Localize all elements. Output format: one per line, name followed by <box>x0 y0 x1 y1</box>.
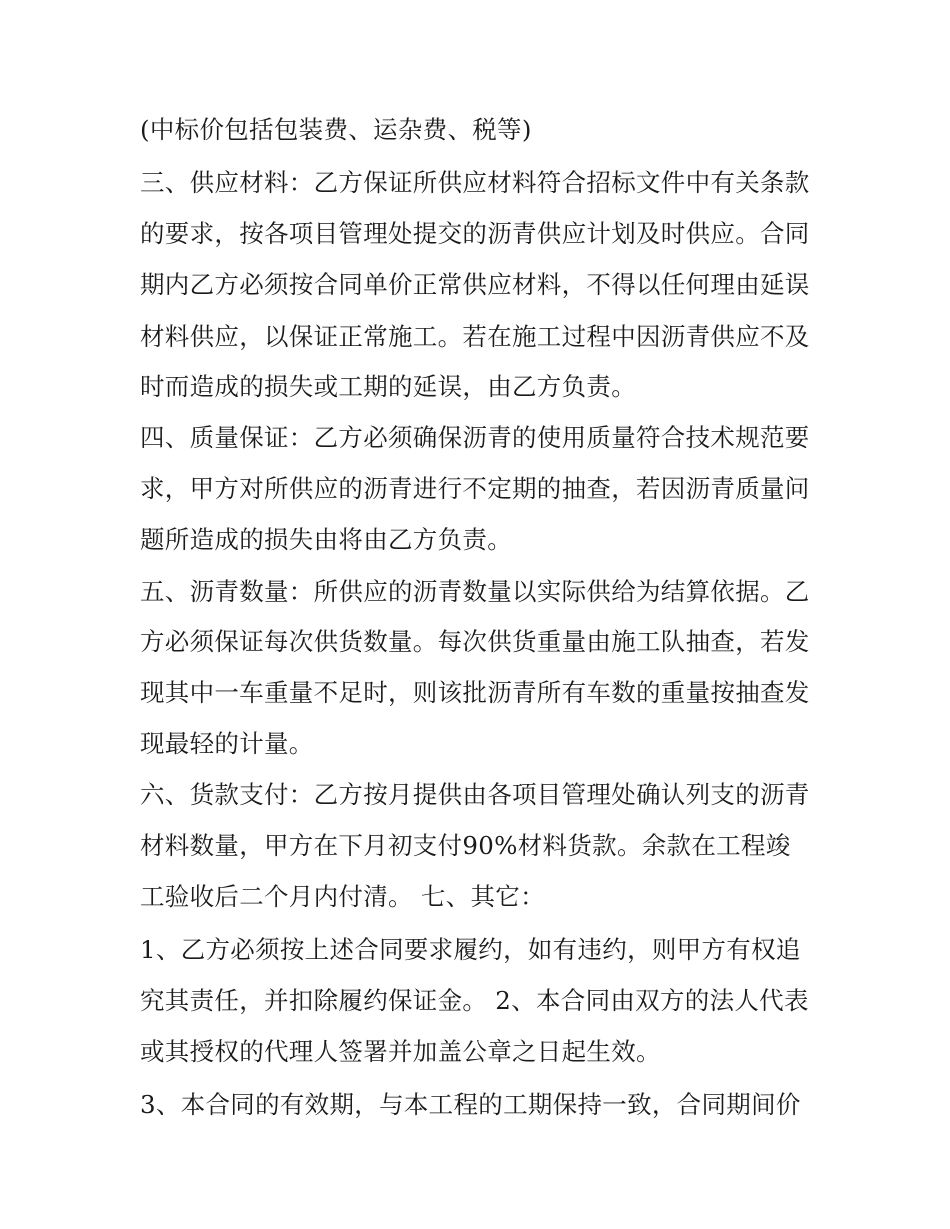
text-line: 现最轻的计量。 <box>140 729 314 758</box>
text-line: 求，甲方对所供应的沥青进行不定期的抽查，若因沥青质量问 <box>140 474 810 503</box>
text-line: 材料数量，甲方在下月初支付90%材料货款。余款在工程竣 <box>140 831 791 860</box>
text-line: 3、本合同的有效期，与本工程的工期保持一致，合同期间价 <box>140 1090 801 1119</box>
text-line: 工验收后二个月内付清。 七、其它： <box>140 882 545 911</box>
text-line: 的要求，按各项目管理处提交的沥青供应计划及时供应。合同 <box>140 219 810 248</box>
text-line: 或其授权的代理人签署并加盖公章之日起生效。 <box>140 1037 661 1066</box>
text-line: 题所造成的损失由将由乙方负责。 <box>140 525 512 554</box>
text-line: 现其中一车重量不足时，则该批沥青所有车数的重量按抽查发 <box>140 678 810 707</box>
text-line: 材料供应，以保证正常施工。若在施工过程中因沥青供应不及 <box>140 322 810 351</box>
text-line: 究其责任，并扣除履约保证金。 2、本合同由双方的法人代表 <box>140 986 809 1015</box>
text-line: (中标价包括包装费、运杂费、税等) <box>140 115 532 144</box>
text-line: 四、质量保证：乙方必须确保沥青的使用质量符合技术规范要 <box>140 423 810 452</box>
text-line: 方必须保证每次供货数量。每次供货重量由施工队抽查，若发 <box>140 627 810 656</box>
text-line: 1、乙方必须按上述合同要求履约，如有违约，则甲方有权追 <box>140 935 801 964</box>
text-line: 时而造成的损失或工期的延误，由乙方负责。 <box>140 372 636 401</box>
text-line: 三、供应材料：乙方保证所供应材料符合招标文件中有关条款 <box>140 168 810 197</box>
text-line: 五、沥青数量：所供应的沥青数量以实际供给为结算依据。乙 <box>140 577 810 606</box>
text-line: 期内乙方必须按合同单价正常供应材料，不得以任何理由延误 <box>140 270 810 299</box>
text-line: 六、货款支付：乙方按月提供由各项目管理处确认列支的沥青 <box>140 780 810 809</box>
